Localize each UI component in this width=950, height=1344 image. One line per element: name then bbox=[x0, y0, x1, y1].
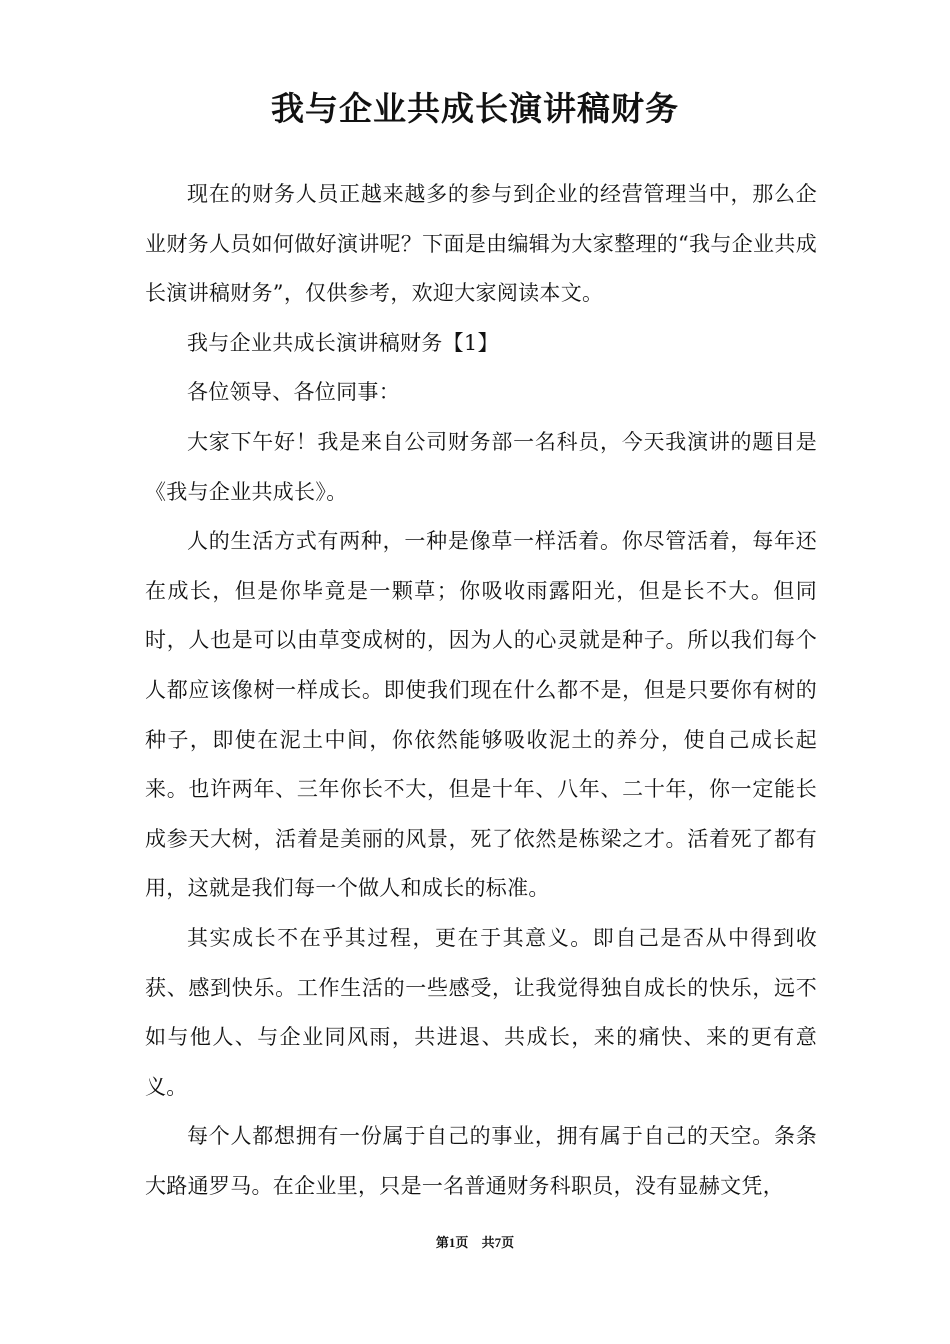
document-body bbox=[145, 170, 817, 1211]
paragraph-section-heading: 我与企业共成长演讲稿财务【1】 bbox=[187, 330, 499, 355]
paragraph-salutation: 各位领导、各位同事： bbox=[187, 380, 400, 405]
paragraph-greeting: 大家下午好！我是来自公司财务部一名科员，今天我演讲的题目是《我与企业共成长》。 bbox=[145, 429, 817, 504]
document-title: 我与企业共成长演讲稿财务 bbox=[271, 89, 679, 128]
paragraph-intro: 现在的财务人员正越来越多的参与到企业的经营管理当中，那么企业财务人员如何做好演讲呢？下面是由编辑为大家整理的“我与企业共成长演讲稿财务”，仅供参考，欢迎大家阅读本文。 bbox=[145, 182, 817, 306]
paragraph-career: 每个人都想拥有一份属于自己的事业，拥有属于自己的天空。条条大路通罗马。在企业里，只是一名普通财务科职员，没有显赫文凭， bbox=[145, 1124, 817, 1198]
current-page-number: 第1页 bbox=[435, 1235, 469, 1250]
paragraph-life-ways: 人的生活方式有两种，一种是像草一样活着。你尽管活着，每年还在成长，但是你毕竟是一颗草；你吸收雨露阳光，但是长不大。但同时，人也是可以由草变成树的，因为人的心灵就是种子。所以我们每个人都应该像树一样成长。即使我们现在什么都不是，但是只要你有树的种子，即使在泥土中间，你依然能够吸收泥土的养分，使自己成长起来。也许两年、三年你长不大，但是十年、八年、二十年，你一定能长成参天大树，活着是美丽的风景，死了依然是栋梁之才。活着死了都有用，这就是我们每一个做人和成长的标准。 bbox=[145, 529, 817, 901]
page-footer bbox=[0, 1232, 950, 1251]
paragraph-meaning: 其实成长不在乎其过程，更在于其意义。即自己是否从中得到收获、感到快乐。工作生活的一些感受，让我觉得独自成长的快乐，远不如与他人、与企业同风雨，共进退、共成长，来的痛快、来的更有意义。 bbox=[145, 925, 817, 1099]
total-pages: 共7页 bbox=[481, 1235, 515, 1250]
